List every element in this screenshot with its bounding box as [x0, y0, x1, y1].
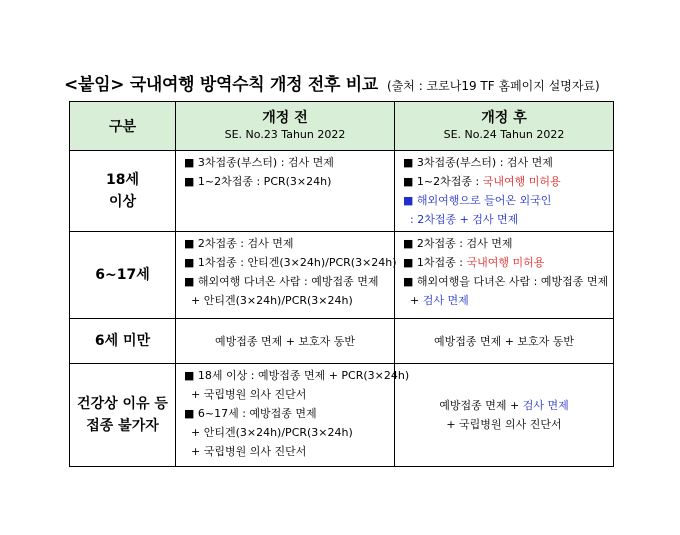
rule-line: 예방접종 면제 + 보호자 동반: [433, 334, 575, 348]
rule-line: ■ 1~2차접종 : PCR(3×24h): [184, 175, 332, 188]
category-line: 건강상 이유 등: [77, 396, 168, 412]
header-category-label: 구분: [108, 119, 137, 135]
rule-line: ■ 6~17세 : 예방접종 면제: [184, 407, 317, 420]
header-row: [70, 102, 614, 151]
header-before-title: 개정 전: [262, 110, 308, 126]
header-before: [176, 102, 395, 151]
table-row: [70, 319, 614, 364]
header-before-sub: SE. No.23 Tahun 2022: [224, 128, 346, 141]
rule-line: + 국립병원 의사 진단서: [446, 418, 562, 431]
rule-line: ■ 2차접종 : 검사 면제: [184, 237, 294, 250]
title-source: (출처 : 코로나19 TF 홈페이지 설명자료): [387, 79, 600, 93]
after-cell: [395, 319, 614, 364]
after-cell: [395, 364, 614, 467]
rule-line: ■ 3차접종(부스터) : 검사 면제: [184, 156, 334, 169]
before-cell: [176, 232, 395, 319]
before-cell: [176, 151, 395, 232]
rule-line: ■ 3차접종(부스터) : 검사 면제: [403, 156, 553, 169]
row-category: [70, 319, 176, 364]
rule-line: + 안티겐(3×24h)/PCR(3×24h): [184, 426, 353, 439]
header-category: [70, 102, 176, 151]
document-title: [64, 70, 600, 95]
rule-line: ■ 1~2차접종 : 국내여행 미허용: [403, 175, 561, 188]
table-row: [70, 151, 614, 232]
after-cell: [395, 232, 614, 319]
after-cell: [395, 151, 614, 232]
rule-line: + 검사 면제: [403, 294, 469, 307]
category-line: 접종 불가자: [86, 418, 159, 434]
row-category: [70, 364, 176, 467]
rule-line: ■ 해외여행으로 들어온 외국인: [403, 194, 552, 207]
header-after-title: 개정 후: [481, 110, 527, 126]
rule-line: ■ 1차접종 : 국내여행 미허용: [403, 256, 545, 269]
row-category: [70, 151, 176, 232]
rule-line: + 국립병원 의사 진단서: [184, 445, 307, 458]
rule-line: ■ 18세 이상 : 예방접종 면제 + PCR(3×24h): [184, 369, 410, 382]
before-cell: [176, 364, 410, 467]
highlight-text: 국내여행 미허용: [482, 175, 561, 188]
table-row: [70, 364, 614, 467]
title-main: <붙임> 국내여행 방역수칙 개정 전후 비교: [64, 75, 378, 95]
table-row: [70, 232, 614, 319]
header-after: [395, 102, 614, 151]
category-line: 6~17세: [95, 267, 150, 283]
before-cell: [176, 319, 395, 364]
rule-line: : 2차접종 + 검사 면제: [403, 213, 519, 226]
rule-line: ■ 2차접종 : 검사 면제: [403, 237, 513, 250]
header-after-sub: SE. No.24 Tahun 2022: [443, 128, 565, 141]
rule-line: ■ 1차접종 : 안티겐(3×24h)/PCR(3×24h): [184, 256, 397, 269]
row-category: [70, 232, 176, 319]
highlight-text: 검사 면제: [422, 294, 469, 307]
highlight-text: 국내여행 미허용: [466, 256, 545, 269]
rule-line: + 국립병원 의사 진단서: [184, 388, 307, 401]
comparison-table: [69, 101, 614, 467]
rule-line: + 안티겐(3×24h)/PCR(3×24h): [184, 294, 353, 307]
rule-line: ■ 해외여행을 다녀온 사람 : 예방접종 면제: [403, 275, 609, 288]
rule-line: 예방접종 면제 + 검사 면제: [439, 399, 569, 412]
rule-line: ■ 해외여행 다녀온 사람 : 예방접종 면제: [184, 275, 379, 288]
category-line: 이상: [108, 194, 137, 210]
rule-line: 예방접종 면제 + 보호자 동반: [214, 334, 356, 348]
category-line: 6세 미만: [94, 333, 151, 349]
category-line: 18세: [105, 172, 139, 188]
highlight-text: 검사 면제: [522, 399, 569, 412]
